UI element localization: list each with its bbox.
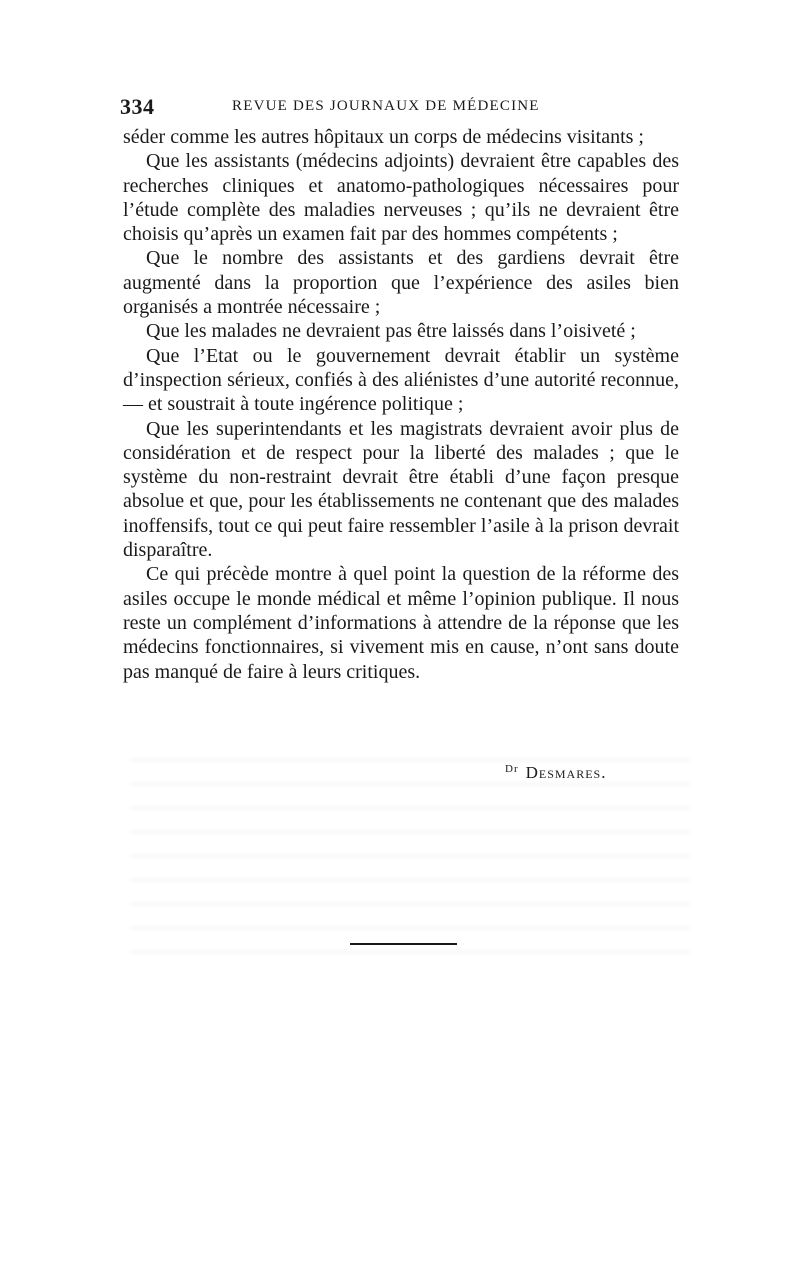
page-number: 334 (120, 94, 155, 119)
paragraph-assistants: Que les assistants (médecins adjoints) devraient être capables des recherches cliniques et anatomo-pathologiques nécessaires pour l’étude complète des maladies nerveuses ; qu’ils ne devraient être choisis qu’après un examen fait par des hommes compétents ; (123, 150, 679, 246)
paragraph-inspection: Que l’Etat ou le gouvernement devrait établir un système d’inspection sérieux, confiés à des aliénistes d’une autorité reconnue, — et soustrait à toute ingérence politique ; (123, 344, 679, 416)
author-signature (505, 763, 606, 783)
running-header (120, 94, 680, 120)
body-text (123, 125, 679, 684)
paragraph-idleness: Que les malades ne devraient pas être laissés dans l’oisiveté ; (146, 320, 636, 343)
paragraph-conclusion: Ce qui précède montre à quel point la question de la réforme des asiles occupe le monde médical et même l’opinion publique. Il nous reste un complément d’informations à attendre de la réponse que les médecins fonctionnaires, si vivement mis en cause, n’ont sans doute pas manqué de faire à leurs critiques. (123, 563, 679, 683)
paragraph-number-of-staff: Que le nombre des assistants et des gardiens devrait être augmenté dans la proportion que l’expérience des asiles bien organisés a montrée nécessaire ; (123, 247, 679, 319)
end-rule-divider (350, 943, 457, 945)
running-title: REVUE DES JOURNAUX DE MÉDECINE (232, 98, 540, 114)
signature-title: Dr (505, 763, 519, 775)
paragraph-superintendants: Que les superintendants et les magistrats devraient avoir plus de considération et de respect pour la liberté des malades ; que le système du non-restraint devrait être établi d’une façon presque absolue et que, pour les établissements ne contenant que des malades inoffensifs, tout ce qui peut faire ressembler l’asile à la prison devrait disparaître. (123, 417, 679, 562)
signature-name: Desmares. (525, 763, 607, 782)
paragraph-continued: séder comme les autres hôpitaux un corps de médecins visitants ; (123, 126, 644, 148)
